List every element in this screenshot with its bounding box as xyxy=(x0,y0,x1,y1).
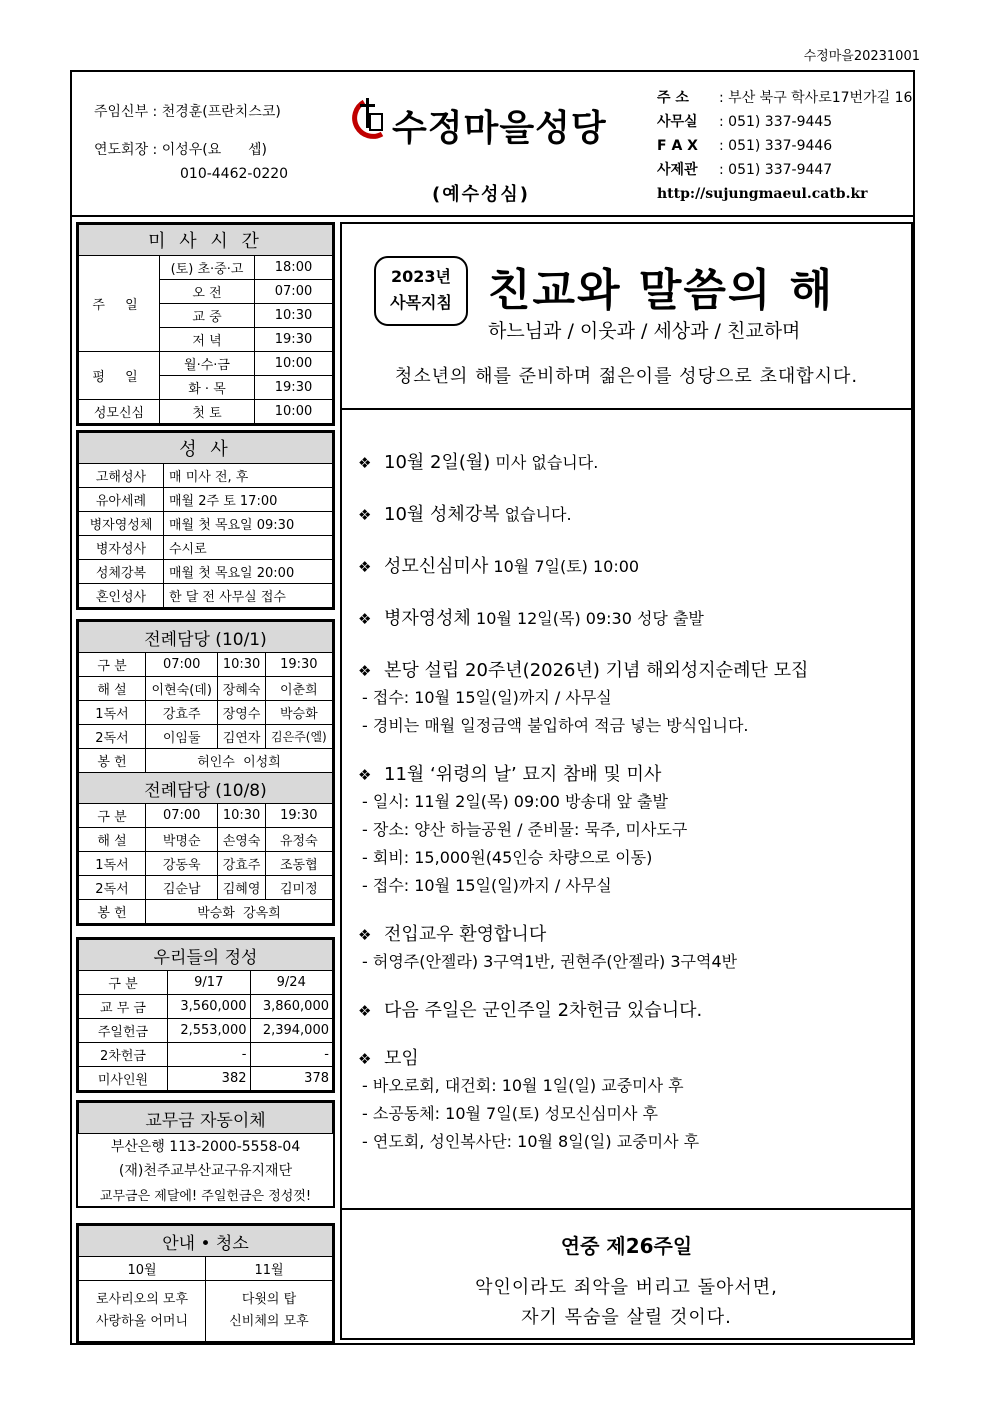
notice-detail: - 접수: 10월 15일(일)까지 / 사무실 xyxy=(362,876,612,895)
badge-label: 사목지침 xyxy=(390,293,452,312)
sacraments-title: 성 사 xyxy=(79,433,333,464)
cleaning-month: 11월 xyxy=(206,1257,333,1281)
notice-subject: 성모신심미사 xyxy=(384,556,489,577)
mass-name: 교 중 xyxy=(160,304,255,328)
bullet-icon: ❖ xyxy=(358,454,372,472)
liturgy-header: 19:30 xyxy=(265,804,332,828)
cleaning-group-nov: 신비체의 모후 xyxy=(229,1314,309,1329)
parish-name: 수정마을성당 xyxy=(392,108,607,149)
liturgy-header: 10:30 xyxy=(218,804,265,828)
year-theme-subtitle: 하느님과 / 이웃과 / 세상과 / 친교하며 xyxy=(488,320,801,342)
notice-title: 모임 xyxy=(384,1048,419,1069)
parish-logo xyxy=(344,94,644,154)
finance-value: 378 xyxy=(250,1067,333,1091)
liturgy-offering: 허인수 이성희 xyxy=(146,749,333,773)
notice-subject: 10월 성체강복 xyxy=(384,504,500,525)
sacrament-value: 매월 2주 토 17:00 xyxy=(164,488,333,512)
liturgy-person: 유정숙 xyxy=(265,828,332,852)
sacrament-value: 매 미사 전, 후 xyxy=(164,464,333,488)
notice-title: 11월 ‘위령의 날’ 묘지 참배 및 미사 xyxy=(384,764,662,785)
mass-time: 10:00 xyxy=(255,400,333,424)
finance-value: - xyxy=(168,1043,251,1067)
liturgy-person: 김순남 xyxy=(146,876,218,900)
mass-name: 저 녁 xyxy=(160,328,255,352)
finance-label: 미사인원 xyxy=(79,1067,168,1091)
liturgy-role: 2독서 xyxy=(79,876,146,900)
notice-detail: - 접수: 10월 15일(일)까지 / 사무실 xyxy=(362,688,612,707)
liturgy-role: 2독서 xyxy=(79,725,146,749)
finance-box xyxy=(76,937,335,1093)
notice-item xyxy=(358,922,898,948)
weekday-label: 평 일 xyxy=(79,352,160,400)
address: : 부산 북구 학사로17번가길 16 xyxy=(719,90,913,106)
notice-item xyxy=(358,998,898,1024)
finance-value: - xyxy=(250,1043,333,1067)
liturgy-person: 장혜숙 xyxy=(218,677,265,701)
finance-header: 9/24 xyxy=(250,971,333,995)
mass-time: 19:30 xyxy=(255,376,333,400)
president-phone: 010-4462-0220 xyxy=(180,166,289,182)
notice-item xyxy=(358,762,898,788)
notice-title: 다음 주일은 군인주일 2차헌금 있습니다. xyxy=(384,1000,703,1021)
liturgy-header: 10:30 xyxy=(218,653,265,677)
liturgy-person: 김연자 xyxy=(218,725,265,749)
notice-item xyxy=(358,1046,898,1072)
mass-time: 19:30 xyxy=(255,328,333,352)
bulletin-frame xyxy=(70,70,915,1345)
pastor: 주임신부 : 천경훈(프란치스코) xyxy=(94,104,281,120)
autopay-title: 교무금 자동이체 xyxy=(79,1103,333,1134)
finance-header: 구 분 xyxy=(79,971,168,995)
office-phone: : 051) 337-9445 xyxy=(719,114,833,130)
notice-item xyxy=(358,502,898,528)
finance-value: 3,560,000 xyxy=(168,995,251,1019)
notice-text: 10월 12일(목) 09:30 성당 출발 xyxy=(470,609,704,628)
notice-text: 미사 없습니다. xyxy=(490,453,599,472)
mass-time: 10:30 xyxy=(255,304,333,328)
gospel-box xyxy=(342,1208,911,1338)
notice-title: 본당 설립 20주년(2026년) 기념 해외성지순례단 모집 xyxy=(384,660,809,681)
notice-detail: - 허영주(안젤라) 3구역1반, 권현주(안젤라) 3구역4반 xyxy=(362,952,738,971)
mass-name: 오 전 xyxy=(160,280,255,304)
finance-label: 주일헌금 xyxy=(79,1019,168,1043)
mass-name: (토) 초·중·고 xyxy=(160,256,255,280)
bullet-icon: ❖ xyxy=(358,766,372,784)
sacraments-box xyxy=(76,430,335,610)
mass-time: 10:00 xyxy=(255,352,333,376)
cleaning-group-nov: 다윗의 탑 xyxy=(241,1292,297,1307)
bullet-icon: ❖ xyxy=(358,506,372,524)
address-label: 주 소 xyxy=(657,90,689,106)
finance-value: 382 xyxy=(168,1067,251,1091)
rectory-phone: : 051) 337-9447 xyxy=(719,162,833,178)
notice-text: 없습니다. xyxy=(499,505,572,524)
sacrament-value: 수시로 xyxy=(164,536,333,560)
finance-header: 9/17 xyxy=(168,971,251,995)
sacrament-name: 병자영성체 xyxy=(79,512,164,536)
liturgy-role: 1독서 xyxy=(79,852,146,876)
liturgy-person: 장영수 xyxy=(218,701,265,725)
liturgy-header: 07:00 xyxy=(146,804,218,828)
pastoral-badge xyxy=(374,256,468,326)
mass-time: 07:00 xyxy=(255,280,333,304)
liturgy-person: 강효주 xyxy=(218,852,265,876)
first-saturday-label: 성모신심 xyxy=(79,400,160,424)
liturgy-person: 조동협 xyxy=(265,852,332,876)
finance-label: 2차헌금 xyxy=(79,1043,168,1067)
autopay-note: 교무금은 제달에! 주일헌금은 정성껏! xyxy=(99,1188,312,1204)
liturgy-offering: 박승화 강옥희 xyxy=(146,900,333,924)
liturgy-role: 1독서 xyxy=(79,701,146,725)
liturgy-person: 이임둘 xyxy=(146,725,218,749)
liturgy-person: 강효주 xyxy=(146,701,218,725)
sacrament-name: 혼인성사 xyxy=(79,584,164,608)
gospel-verse: 자기 목숨을 살릴 것이다. xyxy=(521,1307,732,1328)
cleaning-group-oct: 사랑하올 어머니 xyxy=(95,1314,189,1329)
liturgy-header: 구 분 xyxy=(79,804,146,828)
liturgy-person: 손영숙 xyxy=(218,828,265,852)
finance-value: 2,394,000 xyxy=(250,1019,333,1043)
bullet-icon: ❖ xyxy=(358,610,372,628)
bullet-icon: ❖ xyxy=(358,926,372,944)
notice-list xyxy=(358,450,898,1156)
office-label: 사무실 xyxy=(657,114,698,130)
president: 연도회장 : 이성우(요 셉) xyxy=(94,142,267,158)
notice-detail: - 소공동체: 10월 7일(토) 성모신심미사 후 xyxy=(362,1104,659,1123)
liturgy-title-2: 전례담당 (10/8) xyxy=(79,773,333,804)
finance-value: 3,860,000 xyxy=(250,995,333,1019)
document-id: 수정마을20231001 xyxy=(803,49,920,64)
autopay-box xyxy=(76,1100,335,1208)
mass-time: 18:00 xyxy=(255,256,333,280)
liturgy-box xyxy=(76,619,335,926)
website-link[interactable]: http://sujungmaeul.catb.kr xyxy=(657,186,868,202)
fax-label: F A X xyxy=(657,138,698,154)
clergy-info xyxy=(94,100,288,186)
church-emblem-icon xyxy=(344,94,388,146)
cleaning-group-oct: 로사리오의 모후 xyxy=(95,1292,189,1307)
bullet-icon: ❖ xyxy=(358,662,372,680)
sacrament-value: 한 달 전 사무실 접수 xyxy=(164,584,333,608)
rectory-label: 사제관 xyxy=(657,162,698,178)
liturgy-person: 이현숙(데) xyxy=(146,677,218,701)
notice-date: 10월 2일(월) xyxy=(384,452,491,473)
finance-title: 우리들의 정성 xyxy=(79,940,333,971)
sacrament-value: 매월 첫 목요일 20:00 xyxy=(164,560,333,584)
liturgy-person: 김미정 xyxy=(265,876,332,900)
notice-subject: 병자영성체 xyxy=(384,608,471,629)
contact-info xyxy=(657,86,912,206)
year-theme-title: 친교와 말씀의 해 xyxy=(488,265,835,316)
mass-name: 월·수·금 xyxy=(160,352,255,376)
liturgy-person: 이춘희 xyxy=(265,677,332,701)
bullet-icon: ❖ xyxy=(358,1002,372,1020)
notice-item xyxy=(358,606,898,632)
finance-value: 2,553,000 xyxy=(168,1019,251,1043)
notice-detail: - 연도회, 성인복사단: 10월 8일(일) 교중미사 후 xyxy=(362,1132,700,1151)
notice-detail: - 일시: 11월 2일(목) 09:00 방송대 앞 출발 xyxy=(362,792,668,811)
liturgy-person: 강동욱 xyxy=(146,852,218,876)
fax-number: : 051) 337-9446 xyxy=(719,138,833,154)
liturgy-person: 김혜영 xyxy=(218,876,265,900)
youth-invite: 청소년의 해를 준비하며 젊은이를 성당으로 초대합시다. xyxy=(394,366,859,387)
liturgy-title-1: 전례담당 (10/1) xyxy=(79,622,333,653)
main-content xyxy=(340,222,913,1340)
liturgy-role: 봉 헌 xyxy=(79,749,146,773)
cleaning-box xyxy=(76,1223,335,1344)
sacrament-name: 고해성사 xyxy=(79,464,164,488)
mass-times-box xyxy=(76,222,335,426)
notice-detail: - 회비: 15,000원(45인승 차량으로 이동) xyxy=(362,848,653,867)
liturgy-role: 해 설 xyxy=(79,828,146,852)
notice-detail: - 경비는 매월 일정금액 불입하여 적금 넣는 방식입니다. xyxy=(362,716,749,735)
liturgical-sunday: 연중 제26주일 xyxy=(560,1234,693,1258)
liturgy-header: 07:00 xyxy=(146,653,218,677)
bullet-icon: ❖ xyxy=(358,1050,372,1068)
mass-name: 화 · 목 xyxy=(160,376,255,400)
notice-detail: - 바오로회, 대건회: 10월 1일(일) 교중미사 후 xyxy=(362,1076,684,1095)
notice-title: 전입교우 환영합니다 xyxy=(384,924,547,945)
sacrament-name: 병자성사 xyxy=(79,536,164,560)
liturgy-role: 봉 헌 xyxy=(79,900,146,924)
cleaning-month: 10월 xyxy=(79,1257,206,1281)
finance-label: 교 무 금 xyxy=(79,995,168,1019)
account-holder: (재)천주교부산교구유지재단 xyxy=(118,1163,293,1179)
sacrament-name: 유아세례 xyxy=(79,488,164,512)
liturgy-role: 해 설 xyxy=(79,677,146,701)
liturgy-person: 김은주(엘) xyxy=(265,725,332,749)
badge-year: 2023년 xyxy=(391,267,451,286)
cleaning-title: 안내 • 청소 xyxy=(79,1226,333,1257)
notice-detail: - 장소: 양산 하늘공원 / 준비물: 묵주, 미사도구 xyxy=(362,820,688,839)
notice-text: 10월 7일(토) 10:00 xyxy=(488,557,640,576)
liturgy-person: 박명순 xyxy=(146,828,218,852)
liturgy-person: 박승화 xyxy=(265,701,332,725)
bulletin-header xyxy=(72,72,913,217)
mass-times-title: 미 사 시 간 xyxy=(79,225,333,256)
sunday-label: 주 일 xyxy=(79,256,160,352)
bullet-icon: ❖ xyxy=(358,558,372,576)
mass-name: 첫 토 xyxy=(160,400,255,424)
liturgy-header: 구 분 xyxy=(79,653,146,677)
notice-item xyxy=(358,658,898,684)
sacrament-name: 성체강복 xyxy=(79,560,164,584)
liturgy-header: 19:30 xyxy=(265,653,332,677)
pastoral-banner xyxy=(342,224,911,410)
parish-motto: (예수성심) xyxy=(432,184,531,205)
notice-item xyxy=(358,554,898,580)
notice-item xyxy=(358,450,898,476)
sacrament-value: 매월 첫 목요일 09:30 xyxy=(164,512,333,536)
bank-account: 부산은행 113-2000-5558-04 xyxy=(110,1139,301,1155)
gospel-verse: 악인이라도 죄악을 버리고 돌아서면, xyxy=(475,1277,778,1298)
